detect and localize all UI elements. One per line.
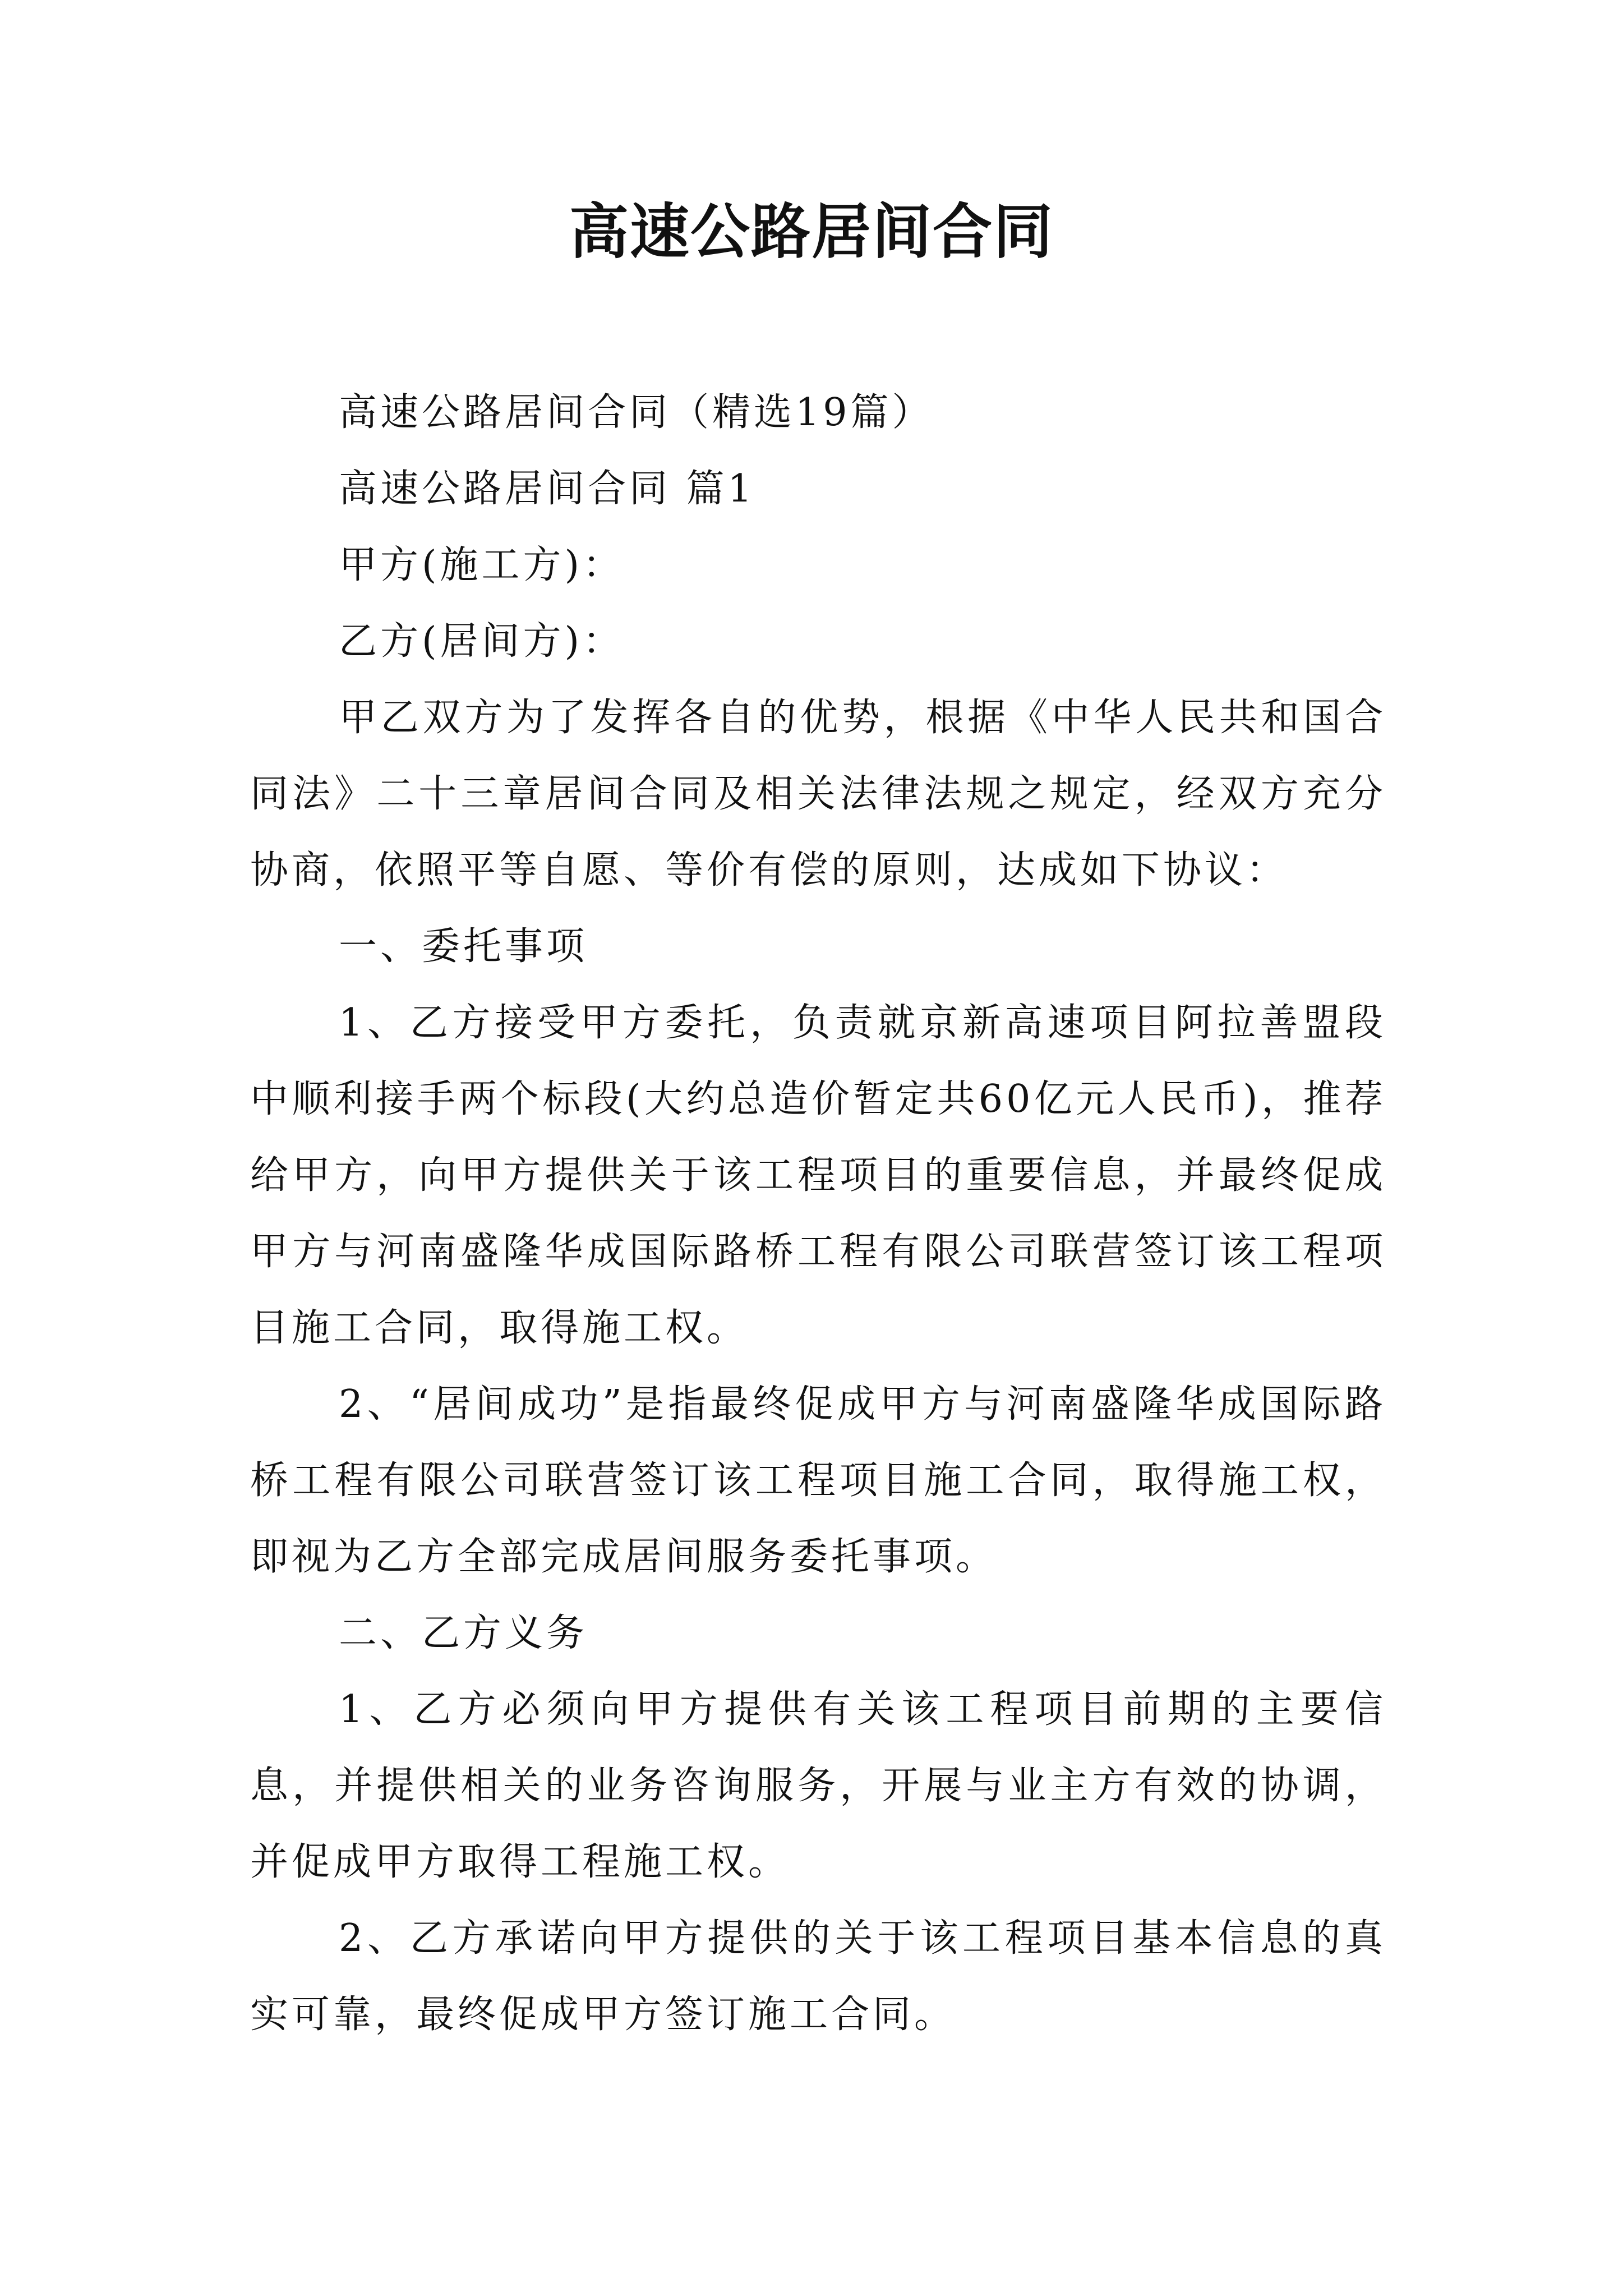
section-heading-party-b-obligations: 二、乙方义务 [339, 1611, 588, 1655]
paragraph-article-heading: 高速公路居间合同 篇1 [339, 467, 755, 511]
paragraph-clause-1-2: 2、“居间成功”是指最终促成甲方与河南盛隆华成国际路桥工程有限公司联营签订该工程项目施工合同，取得施工权，即视为乙方全部完成居间服务委托事项。 [250, 1382, 1386, 1579]
paragraph-clause-1-1: 1、乙方接受甲方委托，负责就京新高速项目阿拉善盟段中顺利接手两个标段(大约总造价暂定共60亿元人民币)，推荐给甲方，向甲方提供关于该工程项目的重要信息，并最终促成甲方与河南盛隆华成国际路桥工程有限公司联营签订该工程项目施工合同，取得施工权。 [250, 1001, 1386, 1350]
paragraph-preamble: 甲乙双方为了发挥各自的优势，根据《中华人民共和国合同法》二十三章居间合同及相关法律法规之规定，经双方充分协商，依照平等自愿、等价有偿的原则，达成如下协议： [250, 696, 1386, 892]
paragraph-collection-heading: 高速公路居间合同（精选19篇） [339, 390, 934, 435]
section-heading-entrusted-matters: 一、委托事项 [339, 924, 588, 969]
paragraph-party-b: 乙方(居间方)： [339, 619, 625, 664]
paragraph-party-a: 甲方(施工方)： [339, 543, 625, 587]
paragraph-clause-2-2: 2、乙方承诺向甲方提供的关于该工程项目基本信息的真实可靠，最终促成甲方签订施工合同。 [250, 1916, 1386, 2037]
paragraph-clause-2-1: 1、乙方必须向甲方提供有关该工程项目前期的主要信息，并提供相关的业务咨询服务，开展与业主方有效的协调，并促成甲方取得工程施工权。 [250, 1687, 1386, 1884]
document-body [250, 375, 1386, 2053]
document-title: 高速公路居间合同 [569, 196, 1054, 266]
